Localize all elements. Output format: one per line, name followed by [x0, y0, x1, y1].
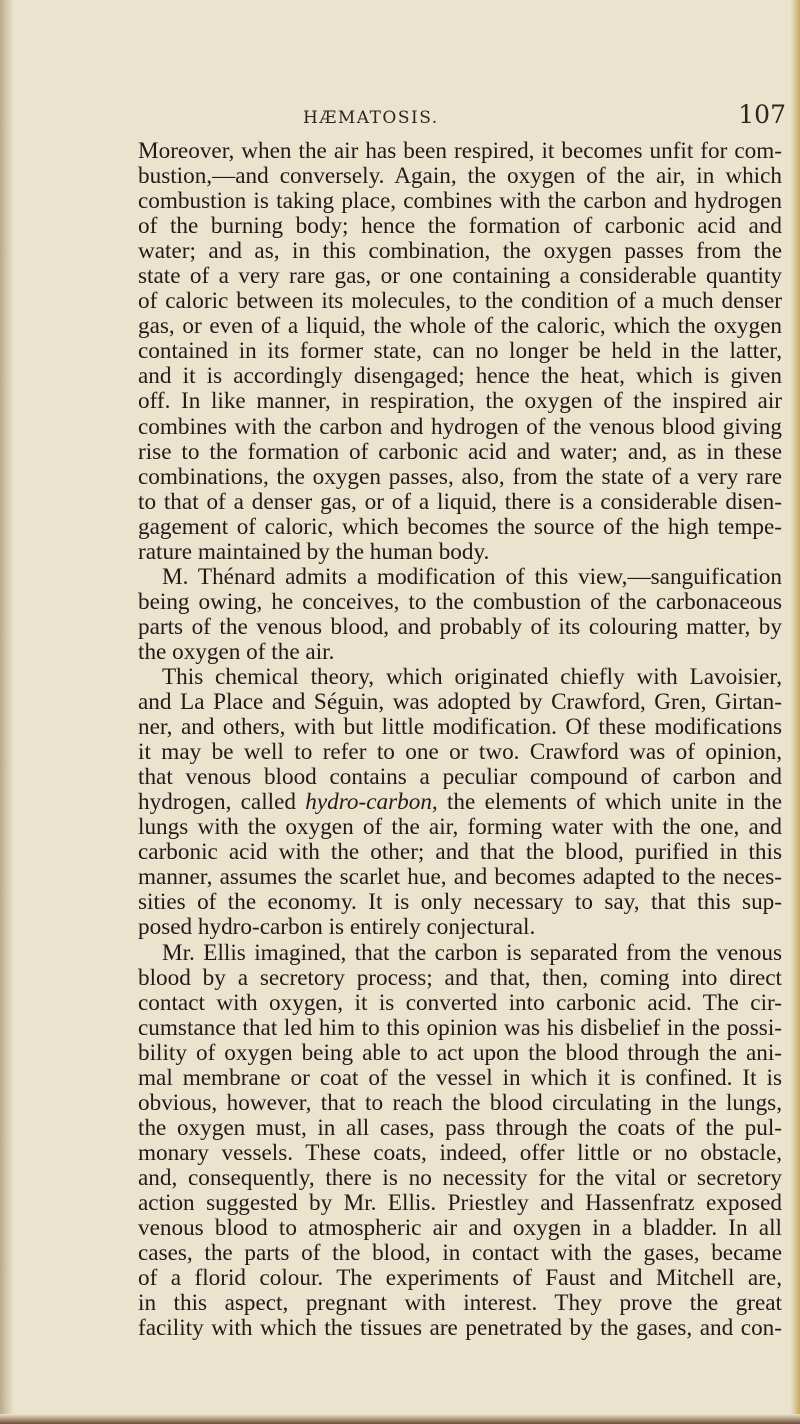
text-line-content: mal membrane or coat of the vessel in which it is confined. It is [138, 1065, 782, 1091]
text-line-content: Moreover, when the air has been respired, it becomes unfit for com- [138, 139, 782, 164]
text-line-content: posed hydro-carbon is entirely conjectural. [138, 915, 536, 941]
text-line [138, 565, 782, 590]
text-line [138, 840, 782, 865]
text-line [138, 1291, 782, 1316]
text-line-content: contained in its former state, can no longer be held in the latter, [138, 339, 782, 365]
text-line [138, 189, 782, 214]
text-line-content: manner, assumes the scarlet hue, and becomes adapted to the neces- [138, 865, 782, 891]
text-line [138, 865, 782, 890]
text-line-content: being owing, he conceives, to the combustion of the carbonaceous [138, 589, 782, 615]
running-head: HÆMATOSIS. [303, 108, 439, 128]
text-line [138, 264, 782, 289]
text-line-content: rature maintained by the human body. [138, 539, 490, 565]
text-line [138, 590, 782, 615]
text-line [138, 715, 782, 740]
page-edge-left [0, 0, 14, 1424]
text-line-content: of caloric between its molecules, to the condition of a much denser [138, 289, 782, 315]
text-line-content: in this aspect, pregnant with interest. They prove the great [138, 1291, 782, 1317]
text-line-content: ner, and others, with but little modification. Of these modifications [138, 715, 782, 741]
text-line [138, 440, 782, 465]
text-line [138, 1316, 782, 1341]
text-line [138, 214, 782, 239]
text-line-content: parts of the venous blood, and probably of its colouring matter, by [138, 614, 782, 640]
text-line [138, 415, 782, 440]
text-line-content: action suggested by Mr. Ellis. Priestley and Hassenfratz exposed [138, 1190, 782, 1216]
text-line-content: to that of a denser gas, or of a liquid, there is a considerable disen- [138, 489, 782, 515]
page-edge-right [790, 0, 800, 1424]
text-line-content: it may be well to refer to one or two. Crawford was of opinion, [138, 740, 782, 766]
text-line [138, 515, 782, 540]
text-line-content: of a florid colour. The experiments of Faust and Mitchell are, [138, 1266, 782, 1292]
page-header [138, 100, 786, 132]
text-line [138, 1016, 782, 1041]
text-line-rest: the elements of which unite in the [446, 790, 782, 816]
text-line-content: combines with the carbon and hydrogen of the venous blood giving [138, 414, 782, 440]
text-line-content: carbonic acid with the other; and that the blood, purified in this [138, 840, 782, 866]
text-line [138, 239, 782, 264]
text-line-content: gas, or even of a liquid, the whole of the caloric, which the oxygen [138, 314, 782, 340]
italic-term: hydro-carbon, [305, 790, 438, 816]
text-line [138, 1116, 782, 1141]
text-line [138, 1266, 782, 1291]
text-line [138, 339, 782, 364]
text-line-content: the oxygen of the air. [138, 639, 335, 665]
text-line [138, 1191, 782, 1216]
text-line [138, 1066, 782, 1091]
text-line [138, 690, 782, 715]
text-line [138, 314, 782, 339]
text-line [138, 790, 782, 815]
text-line-content: combinations, the oxygen passes, also, from the state of a very rare [138, 464, 782, 490]
text-line [138, 890, 782, 915]
text-line-content: and La Place and Séguin, was adopted by Crawford, Gren, Girtan- [138, 690, 782, 716]
text-line-content: and, consequently, there is no necessity for the vital or secretory [138, 1165, 782, 1191]
text-line [138, 364, 782, 389]
text-line-content: state of a very rare gas, or one containing a considerable quantity [138, 264, 782, 290]
text-line [138, 765, 782, 790]
text-line [138, 139, 782, 164]
text-line-content: bustion,—and conversely. Again, the oxygen of the air, in which [138, 164, 782, 190]
body-text [138, 139, 782, 1341]
text-line-content: cases, the parts of the blood, in contact with the gases, became [138, 1241, 782, 1267]
text-line-content: off. In like manner, in respiration, the oxygen of the inspired air [138, 389, 782, 415]
text-line-content: venous blood to atmospheric air and oxygen in a bladder. In all [138, 1216, 782, 1242]
text-line [138, 289, 782, 314]
text-line-content: that venous blood contains a peculiar compound of carbon and [138, 765, 782, 791]
text-line [138, 1166, 782, 1191]
text-line-content: the oxygen must, in all cases, pass through the coats of the pul- [138, 1115, 782, 1141]
text-line-content: Mr. Ellis imagined, that the carbon is separated from the venous [162, 940, 782, 966]
text-line [138, 640, 782, 665]
page-number: 107 [738, 100, 786, 129]
text-line [138, 540, 782, 565]
text-line-content: hydrogen, called [138, 790, 296, 816]
text-line [138, 1141, 782, 1166]
text-line-content: and it is accordingly disengaged; hence the heat, which is given [138, 364, 782, 390]
text-line [138, 1041, 782, 1066]
text-line [138, 991, 782, 1016]
text-line [138, 966, 782, 991]
text-line-content: blood by a secretory process; and that, then, coming into direct [138, 965, 782, 991]
text-line-content: facility with which the tissues are penetrated by the gases, and con- [138, 1316, 782, 1342]
text-line [138, 1241, 782, 1266]
text-line-content: contact with oxygen, it is converted into carbonic acid. The cir- [138, 990, 782, 1016]
text-line-content: combustion is taking place, combines with the carbon and hydrogen [138, 189, 782, 215]
text-line [138, 164, 782, 189]
text-line-content: obvious, however, that to reach the blood circulating in the lungs, [138, 1090, 782, 1116]
text-line [138, 465, 782, 490]
text-line [138, 389, 782, 414]
text-line-content: rise to the formation of carbonic acid and water; and, as in these [138, 439, 782, 465]
text-line-content: M. Thénard admits a modification of this view,—sanguification [162, 564, 782, 590]
text-line-content: bility of oxygen being able to act upon the blood through the ani- [138, 1040, 782, 1066]
text-line [138, 815, 782, 840]
text-line [138, 665, 782, 690]
text-line-content: of the burning body; hence the formation of carbonic acid and [138, 214, 782, 240]
text-line [138, 941, 782, 966]
text-line [138, 740, 782, 765]
text-line-content: lungs with the oxygen of the air, forming water with the one, and [138, 815, 782, 841]
text-line [138, 490, 782, 515]
text-line [138, 1216, 782, 1241]
text-line-content: sities of the economy. It is only necessary to say, that this sup- [138, 890, 782, 916]
text-line [138, 915, 782, 940]
text-line-content: This chemical theory, which originated chiefly with Lavoisier, [162, 664, 782, 690]
page-edge-bottom [0, 1414, 800, 1424]
text-line-content: gagement of caloric, which becomes the source of the high tempe- [138, 514, 782, 540]
text-line [138, 615, 782, 640]
text-line-content: water; and as, in this combination, the oxygen passes from the [138, 239, 782, 265]
text-line-content: cumstance that led him to this opinion was his disbelief in the possi- [138, 1015, 782, 1041]
text-line-content: monary vessels. These coats, indeed, offer little or no obstacle, [138, 1140, 782, 1166]
text-line [138, 1091, 782, 1116]
